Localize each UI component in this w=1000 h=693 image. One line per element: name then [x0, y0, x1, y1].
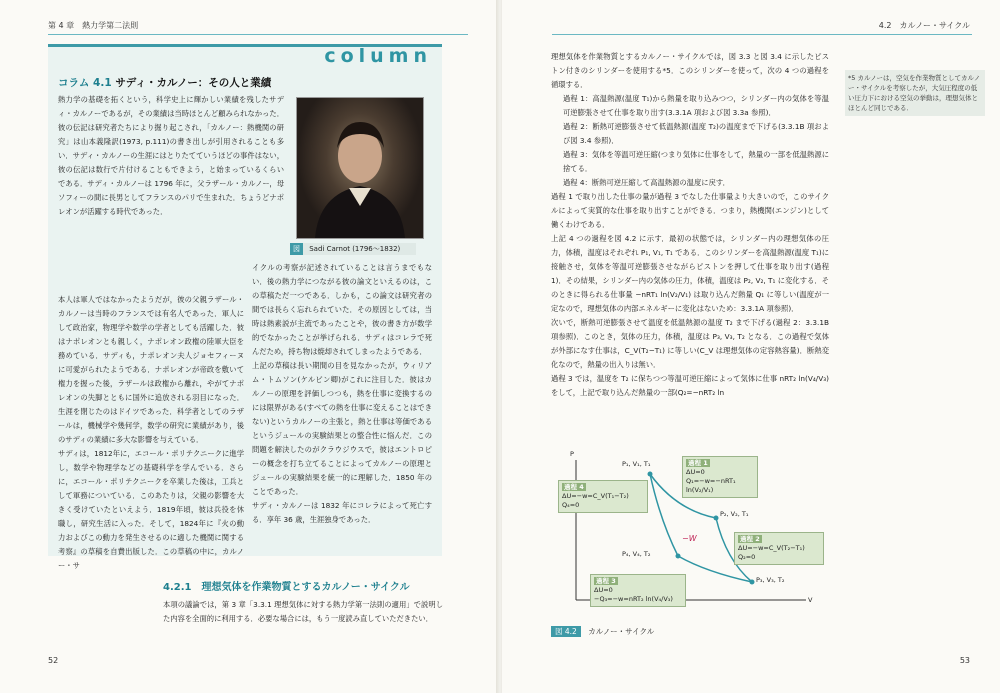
- left-folio: 52: [48, 656, 59, 665]
- right-paragraph-2: 過程 1 で取り出した仕事の量が過程 3 でなした仕事量より大きいので，このサイクルによって実質的な仕事を取り出すことができる．つまり，熱機関(エンジン)として働くわけである．: [551, 192, 829, 229]
- point-2: [714, 516, 719, 521]
- right-paragraph-3: 上記 4 つの過程を図 4.2 に示す．最初の状態では，シリンダー内の理想気体の圧力，体積，温度はそれぞれ P₁, V₁, T₁ である．このシリンダーを高温熱源(温度 T₁)に接触させ，気体を等温可逆膨張させながらピストンを押して仕事を取り出す(過程 1)．その結果，シリンダー内の気体の圧力，体積，温度は P₂, V₂, T₁ に変化する．そのときに得られる仕事量 −nRT₁ ln(V₂/V₁) は取り込んだ熱量 Q₁ に等しい(温度が一定なので，理想気体の内部エネルギーに変化はないため：3.3.1A 項参照)．: [551, 234, 829, 313]
- process-box-1-line-1: ΔU=0: [686, 468, 705, 476]
- column-intro-paragraph: 熱力学の基礎を拓くという，科学史上に輝かしい業績を残したサディ・カルノーであるが，その業績は当時ほとんど顧みられなかった．彼の伝記は研究者たちにより掘り起こされ，「カルノー：熱機関の研究」は山本義隆訳(1973, p.111)の書き出しが引用されることも多い．サディ・カルノーの生涯にはとりたてていうほどの事件はない，彼の伝記は数行で片付けることもできよう，と始まっているくらいである．サディ・カルノーは 1796 年に，父ラザール・カルノー，母ソフィーの間に長男としてフランスのパリで生まれた．ちょうどナポレオンが活躍する時代であった．: [58, 95, 284, 216]
- process-box-2-line-2: Q₂=0: [738, 553, 756, 561]
- carnot-cycle-figure: [556, 450, 836, 630]
- right-paragraph-5: 過程 3 では，温度を T₂ に保ちつつ等温可逆圧縮によって気体に仕事 nRT₂ ln(V₄/V₃) をして，上記で取り込んだ熱量の一部(Q₂=−nRT₂ ln: [551, 374, 829, 397]
- process-box-1-line-2: Q₁=−w=−nRT₁ ln(V₂/V₁): [686, 477, 736, 494]
- margin-note: *5 カルノーは，空気を作業物質としてカルノー・サイクルを考察したが，大気圧程度の低い圧力下における空気の挙動は，理想気体とほとんど同じである．: [845, 70, 985, 116]
- point-3: [750, 580, 755, 585]
- process-4-text: 過程 4：断熱可逆圧縮して高温熱源の温度に戻す．: [563, 178, 730, 187]
- column-left-paragraph-2: サディは，1812年に，エコール・ポリテクニークに進学し，数学や物理学などの基礎科学を学んでいる．さらに，エコール・ポリテクニークを卒業した後は，工兵として軍務についている．このあたりは，父親の影響を大きく受けていたといえよう．1819年頃，彼は兵役を休職し，研究生活に入った．そして，1824年に『火の動力およびこの動力を発生させるのに適した機関に関する考察』の草稿を自費出版した．この草稿の中に，カルノー・サ: [58, 449, 244, 570]
- process-box-3-line-2: −Q₃=−w=nRT₂ ln(V₄/V₃): [594, 595, 673, 603]
- column-right-paragraph-2: 上記の草稿は長い期間の目を見なかったが，ウィリアム・トムソン(ケルビン卿)がこれに注目した．彼はカルノーの原理を評価しつつも，熱を仕事に変換するのには限界がある(すべての熱を仕事に変えることはできない)というカルノーの主張と，熱と仕事は等価であるというジュールの実験結果との整合性に悩んだ．この問題を解決したのがクラウジウスで，彼はエントロピーの概念を打ち立てることによってカルノーの原理とジュールの実験結果を統一的に理解した．1850 年のことであった．: [252, 361, 432, 496]
- portrait-caption: [290, 243, 416, 255]
- point-1-label: P₁, V₁, T₁: [622, 460, 651, 468]
- process-3-text: 過程 3：気体を等温可逆圧縮(つまり気体に仕事をして，熱量の一部を低温熱源に捨てる．: [563, 150, 829, 173]
- point-1: [648, 472, 653, 477]
- column-title-text: サディ・カルノー：その人と業績: [115, 77, 272, 89]
- process-box-1-name: 過程 1: [688, 459, 708, 467]
- portrait-figure: [297, 98, 423, 238]
- column-title-number: コラム 4.1: [58, 77, 112, 89]
- process-box-2-name: 過程 2: [740, 535, 760, 543]
- process-box-1: [682, 456, 758, 498]
- figure-caption-text: カルノー・サイクル: [588, 627, 655, 636]
- process-box-3-name: 過程 3: [596, 577, 616, 585]
- portrait-caption-text: Sadi Carnot (1796～1832): [309, 245, 401, 253]
- right-folio: 53: [959, 656, 970, 665]
- section-paragraph: 本項の議論では，第 3 章「3.3.1 理想気体に対する熱力学第一法則の適用」で説明した内容を全面的に利用する．必要な場合には，もう一度読み直していただきたい．: [163, 600, 443, 623]
- work-label: −W: [682, 534, 697, 543]
- process-box-4-name: 過程 4: [564, 483, 584, 491]
- column-box: [48, 44, 442, 570]
- column-left-paragraph-1: 本人は軍人ではなかったようだが，彼の父親ラザール・カルノーは当時のフランスでは有名人であった．軍人にして政治家，物理学や数学の学者としても活躍した．彼はナポレオンとも親しく，ナポレオン政権の陸軍大臣を務めている．サディも，ナポレオン夫人ジョセフィーヌに可愛がられたようである．ナポレオンが帝政を敷いて権力を握った後，ラザールは政権から離れ，やがてナポレオンの失脚とともに国外に追放される羽目になった．生涯を閉じたのはドイツであった．科学者としてのラザールは，機械学や幾何学，数学の研究に業績があり，後のサディの業績に多大な影響を与えている．: [58, 295, 244, 444]
- point-4-label: P₄, V₄, T₂: [622, 550, 651, 558]
- process-box-4: [558, 480, 648, 513]
- column-title: [58, 75, 271, 90]
- point-2-label: P₂, V₂, T₁: [720, 510, 749, 518]
- right-header-rule: [552, 34, 972, 35]
- figure-caption-tag: 図 4.2: [551, 626, 581, 637]
- column-right-col: [252, 261, 432, 545]
- point-3-label: P₃, V₃, T₂: [756, 576, 785, 584]
- process-box-2-line-1: ΔU=−w=C_V(T₂−T₁): [738, 544, 805, 552]
- right-paragraph-1: 理想気体を作業物質とするカルノー・サイクルでは，図 3.3 と図 3.4 に示したピストン付きのシリンダーを使用する*5．このシリンダーを使って，次の 4 つの過程を循環する．: [551, 52, 829, 89]
- point-4: [676, 554, 681, 559]
- left-running-head: 第 4 章 熱力学第二法則: [48, 21, 139, 30]
- left-header-rule: [48, 34, 468, 35]
- process-box-2: [734, 532, 824, 565]
- right-running-head: 4.2 カルノー・サイクル: [878, 21, 970, 30]
- axis-p-label: P: [570, 450, 574, 458]
- process-2-text: 過程 2：断熱可逆膨張させて低温熱源(温度 T₂)の温度まで下げる(3.3.1B 項および図 3.4 参照)．: [563, 122, 829, 145]
- process-box-3-line-1: ΔU=0: [594, 586, 613, 594]
- column-label: column: [324, 45, 432, 67]
- section-heading: 4.2.1 理想気体を作業物質とするカルノー・サイクル: [163, 582, 410, 593]
- process-box-3: [590, 574, 686, 607]
- portrait-caption-tag: 図: [290, 243, 303, 255]
- column-left-col: [58, 293, 244, 570]
- axis-v-label: V: [808, 596, 813, 604]
- process-1-text: 過程 1：高温熱源(温度 T₁)から熱量を取り込みつつ，シリンダー内の気体を等温可逆膨張させて仕事を取り出す(3.3.1A 項および図 3.3a 参照)．: [563, 94, 829, 117]
- column-right-paragraph-3: サディ・カルノーは 1832 年にコレラによって死亡する．享年 36 歳，生涯独身であった．: [252, 501, 432, 524]
- process-box-4-line-1: ΔU=−w=C_V(T₁−T₂): [562, 492, 629, 500]
- column-right-paragraph-1: イクルの考察が記述されていることは言うまでもない．後の熱力学につながる彼の論文といえるのは，この草稿ただ一つである．しかも，この論文は研究者の間では長らく忘れられていた．その原因としては，当時は熱素説が主流であったことや，彼の書き方が数学的でなかったことが挙げられる．サディはコレラで死んだため，持ち物は焼却されてしまったようである．: [252, 263, 432, 356]
- figure-caption: [551, 626, 654, 637]
- left-page: [0, 0, 498, 693]
- right-body: [551, 50, 829, 444]
- process-box-4-line-2: Q₄=0: [562, 501, 580, 509]
- right-paragraph-4: 次いで，断熱可逆膨張させて温度を低温熱源の温度 T₂ まで下げる(過程 2：3.3.1B 項参照)．このとき，気体の圧力，体積，温度は P₃, V₃, T₂ となる．この過程で気体が外部になす仕事は，C_V(T₂−T₁) に等しい(C_V は理想気体の定容熱容量)．断熱変化なので，熱量の出入りは無い．: [551, 318, 829, 369]
- adiabat-4: [650, 474, 678, 556]
- carnot-portrait: [296, 97, 424, 239]
